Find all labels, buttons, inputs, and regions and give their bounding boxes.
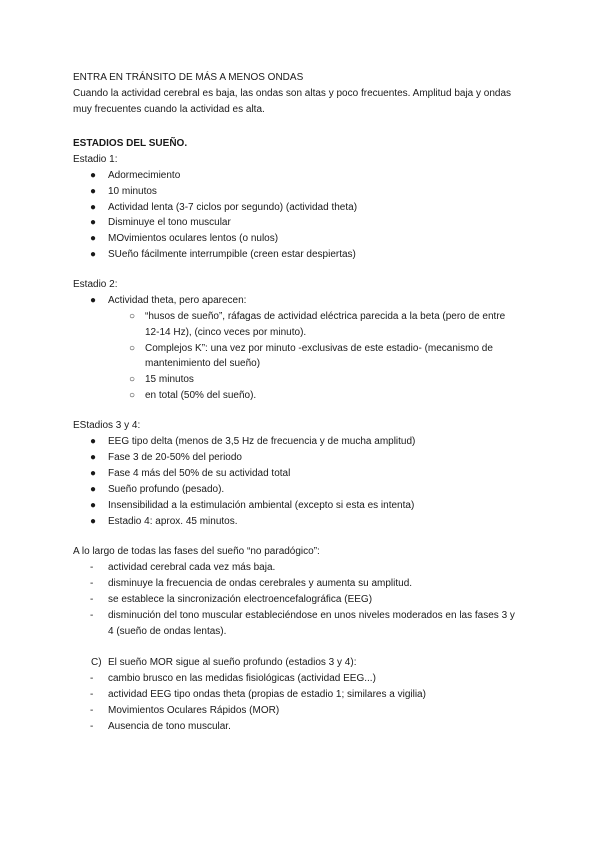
dash-item: cambio brusco en las medidas fisiológicas (actividad EEG...) — [108, 673, 376, 684]
dash: - — [90, 689, 94, 700]
sublist-item: “husos de sueño”, ráfagas de actividad eléctrica parecida a la beta (pero de entre — [145, 311, 506, 322]
bullet: ● — [90, 468, 97, 479]
list-item: SUeño fácilmente interrumpible (creen estar despiertas) — [108, 249, 356, 260]
sublist-item: Complejos K”: una vez por minuto -exclusivas de este estadio- (mecanismo de — [145, 343, 493, 354]
bullet: ● — [90, 186, 97, 197]
dash-item: Movimientos Oculares Rápidos (MOR) — [108, 705, 280, 716]
list-item: 10 minutos — [108, 186, 157, 197]
estadio2-label: Estadio 2: — [73, 279, 118, 290]
dash: - — [90, 721, 94, 732]
list-item: Actividad lenta (3-7 ciclos por segundo) (actividad theta) — [108, 202, 358, 213]
estadios-title: ESTADIOS DEL SUEÑO. — [73, 138, 188, 149]
dash: - — [90, 562, 94, 573]
dash-item: Ausencia de tono muscular. — [108, 721, 231, 732]
bullet: ● — [90, 500, 97, 511]
bullet: ● — [90, 217, 97, 228]
dash: - — [90, 578, 94, 589]
bullet: ● — [90, 295, 97, 306]
subbullet: ○ — [129, 390, 136, 401]
bullet: ● — [90, 202, 97, 213]
dash-item: disminuye la frecuencia de ondas cerebrales y aumenta su amplitud. — [108, 578, 413, 589]
list-item: Actividad theta, pero aparecen: — [108, 295, 247, 306]
heading-transito: ENTRA EN TRÁNSITO DE MÁS A MENOS ONDAS — [73, 72, 304, 83]
list-item: Sueño profundo (pesado). — [108, 484, 225, 495]
dash: - — [90, 594, 94, 605]
estadio34-label: EStadios 3 y 4: — [73, 420, 141, 431]
list-item: MOvimientos oculares lentos (o nulos) — [108, 233, 279, 244]
list-item: Estadio 4: aprox. 45 minutos. — [108, 516, 238, 527]
list-item: Adormecimiento — [108, 170, 181, 181]
bullet: ● — [90, 233, 97, 244]
estadio1-label: Estadio 1: — [73, 154, 118, 165]
no-paradojico-label: A lo largo de todas las fases del sueño “no paradógico”: — [73, 546, 320, 557]
bullet: ● — [90, 516, 97, 527]
list-item: Disminuye el tono muscular — [108, 217, 231, 228]
list-item: Insensibilidad a la estimulación ambiental (excepto si esta es intenta) — [108, 500, 415, 511]
sublist-item-continuation: 12-14 Hz), (cinco veces por minuto). — [145, 327, 307, 338]
dash: - — [90, 673, 94, 684]
subbullet: ○ — [129, 374, 136, 385]
dash-item: se establece la sincronización electroencefalográfica (EEG) — [108, 594, 373, 605]
sublist-item: 15 minutos — [145, 374, 194, 385]
bullet: ● — [90, 170, 97, 181]
subbullet: ○ — [129, 311, 136, 322]
intro-line-1: Cuando la actividad cerebral es baja, las ondas son altas y poco frecuentes. Amplitud baja y ondas — [73, 88, 512, 99]
sublist-item: en total (50% del sueño). — [145, 390, 257, 401]
intro-line-2: muy frecuentes cuando la actividad es alta. — [73, 104, 265, 115]
mor-marker: C) — [91, 657, 102, 668]
bullet: ● — [90, 452, 97, 463]
dash: - — [90, 705, 94, 716]
dash-item: actividad EEG tipo ondas theta (propias de estadio 1; similares a vigilia) — [108, 689, 426, 700]
dash-item: actividad cerebral cada vez más baja. — [108, 562, 276, 573]
dash: - — [90, 610, 94, 621]
bullet: ● — [90, 484, 97, 495]
list-item: Fase 3 de 20-50% del periodo — [108, 452, 242, 463]
bullet: ● — [90, 436, 97, 447]
dash-item-continuation: 4 (sueño de ondas lentas). — [108, 626, 227, 637]
list-item: EEG tipo delta (menos de 3,5 Hz de frecuencia y de mucha amplitud) — [108, 436, 416, 447]
subbullet: ○ — [129, 343, 136, 354]
sublist-item-continuation: mantenimiento del sueño) — [145, 358, 261, 369]
list-item: Fase 4 más del 50% de su actividad total — [108, 468, 291, 479]
mor-label: El sueño MOR sigue al sueño profundo (estadios 3 y 4): — [108, 657, 357, 668]
bullet: ● — [90, 249, 97, 260]
dash-item: disminución del tono muscular estableciéndose en unos niveles moderados en las fases 3 y — [108, 610, 515, 621]
